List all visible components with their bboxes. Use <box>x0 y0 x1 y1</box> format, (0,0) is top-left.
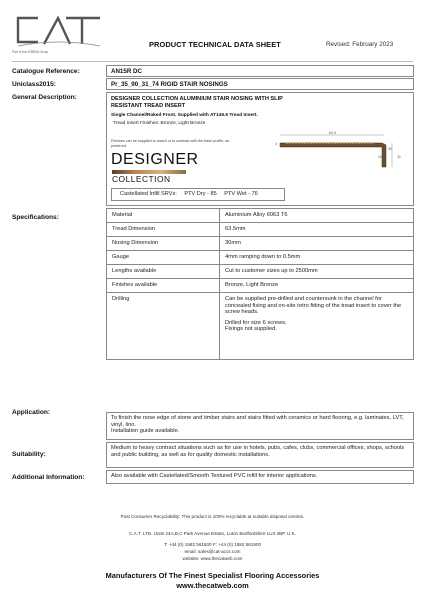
suitability-box <box>106 442 414 468</box>
application-guide: Installation guide available. <box>111 428 180 435</box>
dim-b-label: 24 <box>378 155 382 159</box>
spec-key: Lengths available <box>107 265 220 279</box>
spec-value: Bronze, Light Bronze <box>220 279 414 293</box>
infill-srv-box <box>111 188 285 201</box>
recyclability-note: Post Consumer Recyclability: This product is 100% recyclable at suitable disposal centres. <box>120 514 305 519</box>
srv-wet: PTV Wet - 76 <box>224 191 258 197</box>
table-row <box>107 279 414 293</box>
additional-info-label: Additional Information: <box>12 474 85 481</box>
collection-word: COLLECTION <box>112 174 171 184</box>
additional-info-box <box>106 470 414 484</box>
application-box <box>106 412 414 440</box>
application-label: Application: <box>12 409 51 416</box>
spec-key: Gauge <box>107 251 220 265</box>
cat-logo <box>14 14 104 48</box>
nosing-profile <box>280 143 386 167</box>
spec-key: Material <box>107 209 220 223</box>
logo-subtitle: Part of the KOBRA Group <box>12 50 49 54</box>
uniclass-value: Pr_35_90_31_74 RIGID STAIR NOSINGS <box>106 78 414 90</box>
specifications-label: Specifications: <box>12 214 59 221</box>
company-address: C.A.T. LTD. Units 24A,B,C Park Avenue Estate, Luton Bedfordshire LU3 3BP. U.K. <box>129 531 296 536</box>
dim-height-label: 30 <box>388 147 392 151</box>
drilling-text: Can be supplied pre-drilled and countersunk in the channel for concealed fixing and on-site retro fitting of the tread insert to cover the screw heads. <box>225 296 402 316</box>
dim-a-label: 4 <box>275 142 277 146</box>
spec-value: Aluminium Alloy 6063 T6 <box>220 209 414 223</box>
application-text: To finish the nose edge of stone and timber stairs and stairs fitted with ceramics or hard flooring, e.g. laminates, LVT, vinyl, lino. <box>111 415 404 428</box>
catalogue-label: Catalogue Reference: <box>12 68 80 75</box>
drilling-fixings: Fixings not supplied. <box>225 326 277 333</box>
table-row <box>107 293 414 360</box>
table-row <box>107 251 414 265</box>
table-row <box>107 209 414 223</box>
drilling-size: Drilled for size 6 screws. <box>225 319 287 326</box>
suitability-label: Suitability: <box>12 451 46 458</box>
table-row <box>107 237 414 251</box>
additional-info-text: Also available with Castellated/Smooth Textured PVC infill for interior applications. <box>111 473 318 479</box>
finishes-note: Finishes can be supplied to match or to contrast with the base profile, as preferred. <box>111 139 230 148</box>
company-website: website: www.thecatweb.com <box>182 556 243 561</box>
company-email: email: sales@cat-accs.com <box>184 549 241 554</box>
dim-width-label: 63.5 <box>329 131 336 135</box>
table-row <box>107 223 414 237</box>
general-description-label: General Description: <box>12 94 77 101</box>
page-title: PRODUCT TECHNICAL DATA SHEET <box>149 40 281 49</box>
insert-finishes: Tread Insert Finishes: Bronze, Light Bronze <box>113 121 206 126</box>
general-description-box <box>106 92 414 206</box>
spec-value: Cut to customer sizes up to 2500mm <box>220 265 414 279</box>
spec-key: Tread Dimension <box>107 223 220 237</box>
description-title: DESIGNER COLLECTION ALUMINIUM STAIR NOSING WITH SLIP RESISTANT TREAD INSERT <box>111 96 283 110</box>
spec-value: 4mm ramping down to 0.5mm <box>220 251 414 265</box>
footer-url: www.thecatweb.com <box>176 581 249 590</box>
table-row <box>107 265 414 279</box>
srv-label: Castellated Infill SRVs: <box>120 191 177 197</box>
company-phone: T: +44 (0) 1582 561500 F: +44 (0) 1582 561900 <box>163 542 262 547</box>
profile-drawing <box>274 131 408 171</box>
spec-key: Finishes available <box>107 279 220 293</box>
catalogue-value: AN15R DC <box>106 65 414 77</box>
header-divider <box>12 61 413 62</box>
designer-word: DESIGNER <box>111 151 199 168</box>
description-subtitle: Single Channel/Raked Front. Supplied with AT149.5 Tread Insert. <box>111 113 258 118</box>
suitability-text: Medium to heavy contract situations such as for use in hotels, pubs, cafes, clubs, commercial offices, shops, schools and public building, as well as for quality domestic installations. <box>111 445 405 458</box>
revision-date: Revised: February 2023 <box>326 41 394 48</box>
spec-key: Drilling <box>107 293 220 360</box>
footer-tagline: Manufacturers Of The Finest Specialist Flooring Accessories <box>105 571 320 580</box>
spec-value: 63.5mm <box>220 223 414 237</box>
specifications-table <box>106 208 414 360</box>
srv-dry: PTV Dry - 85 <box>184 191 217 197</box>
spec-value-drilling <box>220 293 414 360</box>
spec-key: Nosing Dimension <box>107 237 220 251</box>
uniclass-label: Uniclass2015: <box>12 81 56 88</box>
spec-value: 30mm <box>220 237 414 251</box>
dim-c-label: 30 <box>397 155 401 159</box>
